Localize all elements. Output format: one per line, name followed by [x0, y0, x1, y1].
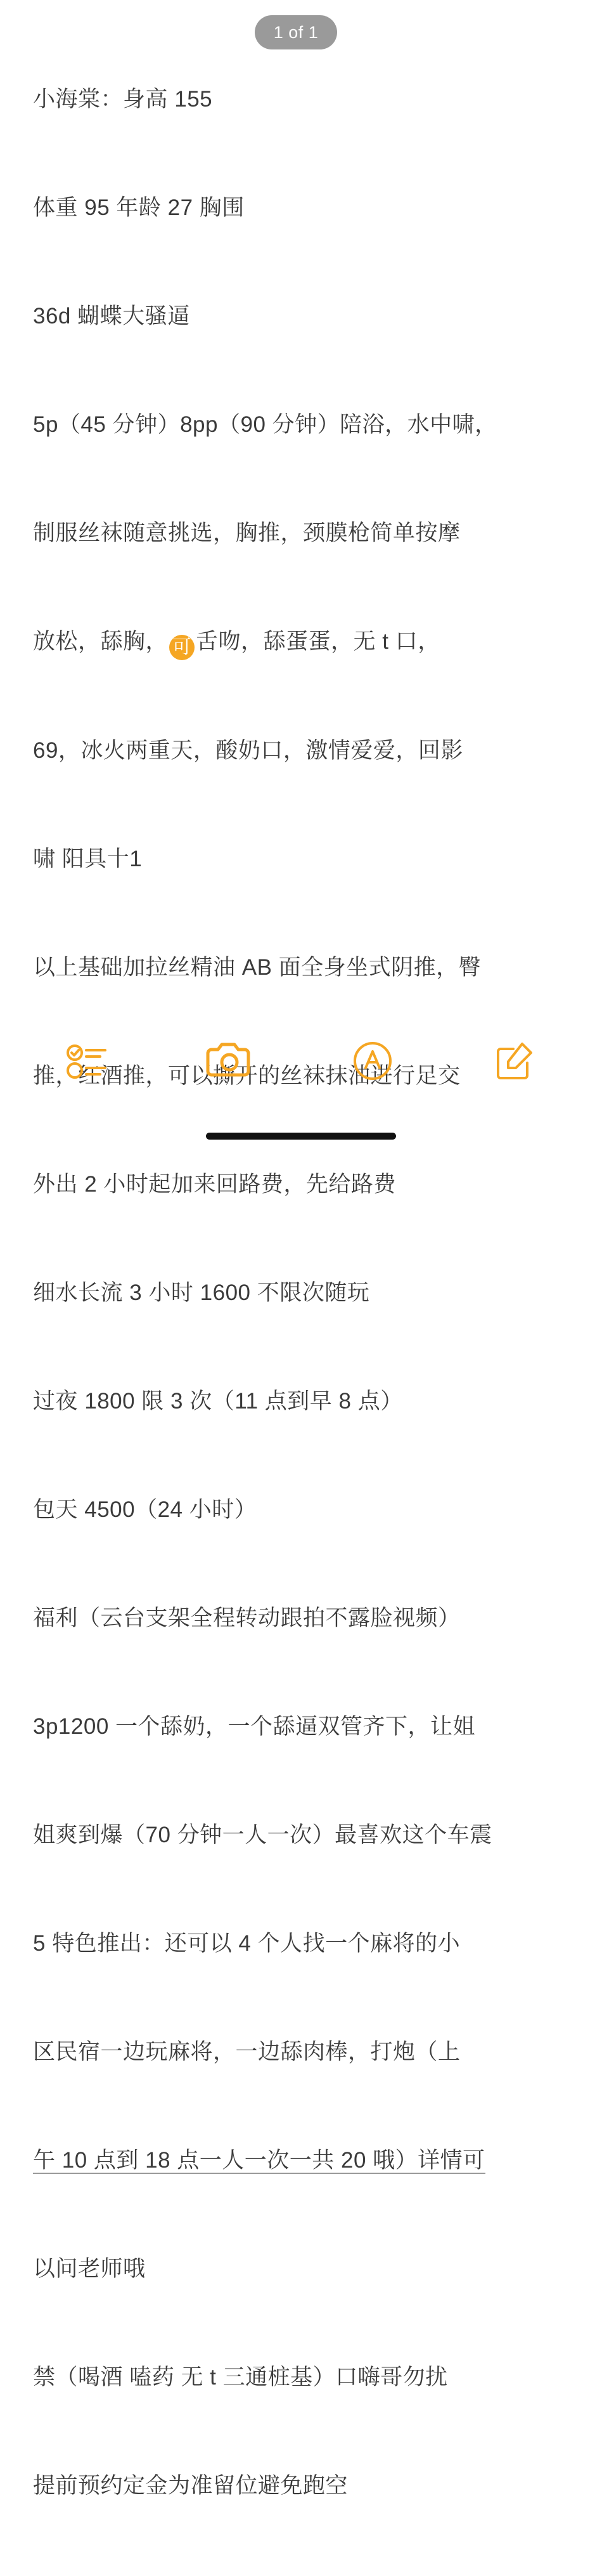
checklist-icon[interactable]	[56, 1031, 117, 1091]
note-line: 小海棠：身高 155	[33, 87, 213, 112]
markup-icon[interactable]	[342, 1031, 403, 1091]
note-line: 过夜 1800 限 3 次（11 点到早 8 点）	[33, 1389, 403, 1414]
note-line: 姐爽到爆（70 分钟一人一次）最喜欢这个车震	[33, 1823, 492, 1847]
note-line: 细水长流 3 小时 1600 不限次随玩	[33, 1280, 370, 1305]
note-line: 69，冰火两重天，酸奶口，激情爱爱，回影	[33, 738, 463, 763]
note-line-suffix: 舌吻，舔蛋蛋，无 t 口，	[196, 629, 440, 654]
note-line-prefix: 放松，舔胸，	[33, 629, 169, 654]
note-text-body[interactable]	[33, 9, 569, 2576]
compose-icon[interactable]	[485, 1031, 546, 1091]
highlighted-char-badge: 可	[169, 635, 195, 660]
note-line: 包天 4500（24 小时）	[33, 1497, 257, 1522]
page-indicator	[255, 15, 337, 49]
note-line: 3p1200 一个舔奶，一个舔逼双管齐下，让姐	[33, 1714, 476, 1739]
note-line: 5 特色推出：还可以 4 个人找一个麻将的小	[33, 1931, 461, 1956]
note-line: 啸 阳具十1	[33, 847, 143, 871]
note-line: 36d 蝴蝶大骚逼	[33, 304, 190, 329]
note-line: 5p（45 分钟）8pp（90 分钟）陪浴，水中啸，	[33, 412, 497, 437]
bottom-toolbar	[0, 1023, 602, 1099]
note-line: 以上基础加拉丝精油 AB 面全身坐式阴推，臀	[33, 955, 482, 980]
note-line-text-underlined: 午 10 点到 18 点一人一次一共 20 哦）详情可	[33, 2148, 485, 2173]
note-line: 提前预约定金为准留位避免跑空	[33, 2473, 349, 2498]
note-line: 制服丝袜随意挑选，胸推，颈膜枪简单按摩	[33, 521, 461, 545]
note-line-with-badge	[33, 623, 569, 660]
note-line-text: 区民宿一边玩麻将，一边舔肉棒，打炮（上	[33, 2039, 461, 2064]
note-line: 禁（喝酒 嗑药 无 t 三通桩基）口嗨哥勿扰	[33, 2365, 448, 2390]
camera-icon[interactable]	[199, 1031, 260, 1091]
note-line: 体重 95 年龄 27 胸围	[33, 195, 245, 220]
note-line: 以问老师哦	[33, 2256, 146, 2281]
note-line	[33, 2142, 569, 2178]
note-line	[33, 2034, 569, 2070]
page-indicator-label: 1 of 1	[273, 22, 319, 42]
note-line: 外出 2 小时起加来回路费，先给路费	[33, 1172, 396, 1197]
note-line: 推，红酒推，可以撕开的丝袜抹油进行足交	[33, 1064, 461, 1088]
note-line: 福利（云台支架全程转动跟拍不露脸视频）	[33, 1606, 461, 1630]
home-indicator	[206, 1133, 396, 1140]
